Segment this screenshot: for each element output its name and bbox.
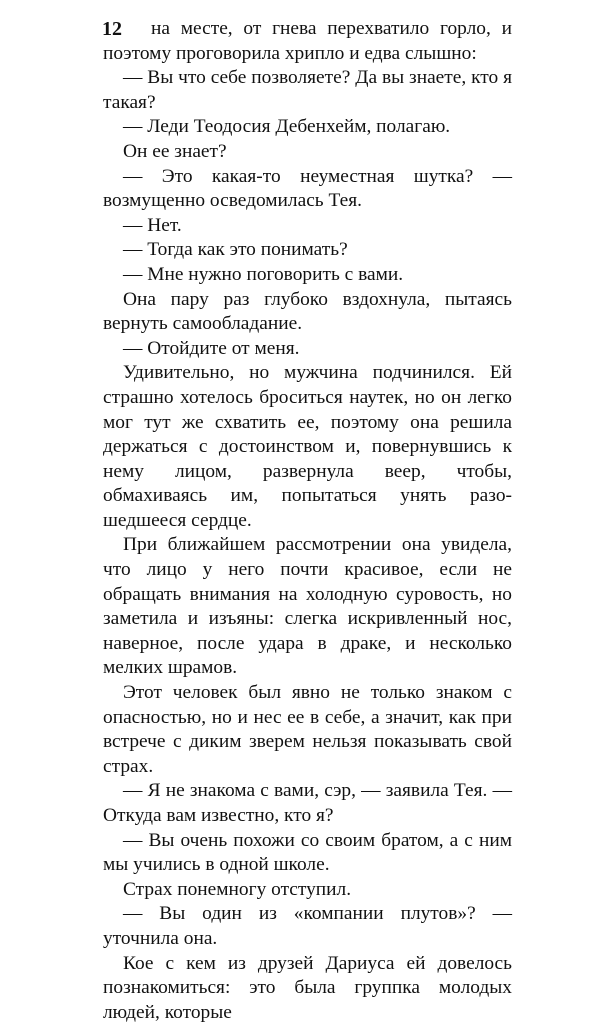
- paragraph: — Леди Теодосия Дебенхейм, полагаю.: [123, 116, 451, 138]
- paragraph: Удивительно, но мужчина подчинился. Ей страшно хотелось броситься наутек, но он легко мог тут же схватить ее, поэтому она решила держаться с достоинством и, повернувшись к нему лицом, развернула веер, чтобы, обмахиваясь им, попытаться унять разошедшееся сердце.: [103, 362, 512, 531]
- paragraph: — Вы один из «компании плутов»? — уточнила она.: [103, 903, 512, 949]
- paragraph: При ближайшем рассмотрении она увидела, что лицо у него почти красивое, если не обращать внимания на холодную суровость, но заметила и изъяны: слегка искривленный нос, наверное, после удара в драке, и несколько мелких шрамов.: [103, 534, 512, 679]
- body-text: [103, 17, 512, 1025]
- paragraph: Этот человек был явно не только знаком с опасностью, но и нес ее в себе, а значит, как при встрече с диким зверем нельзя показывать свой страх.: [103, 682, 512, 777]
- paragraph: — Вы что себе позволяете? Да вы знаете, кто я такая?: [103, 67, 512, 113]
- paragraph: — Мне нужно поговорить с вами.: [123, 263, 404, 285]
- paragraph: — Нет.: [123, 214, 182, 236]
- paragraph: — Я не знакома с вами, сэр, — заявила Тея. — Откуда вам известно, кто я?: [103, 780, 512, 826]
- paragraph: — Тогда как это понимать?: [123, 239, 348, 261]
- paragraph: Он ее знает?: [123, 140, 227, 162]
- paragraph: Она пару раз глубоко вздохнула, пытаясь вернуть самообладание.: [103, 288, 512, 335]
- paragraph: Страх понемногу отступил.: [123, 878, 352, 900]
- paragraph: — Это какая-то неуместная шутка? — возмущенно осведомилась Тея.: [103, 165, 512, 212]
- page-number: 12: [102, 18, 122, 40]
- paragraph: — Вы очень похожи со своим братом, а с ним мы учились в одной школе.: [103, 829, 512, 876]
- paragraph: на месте, от гнева перехватило горло, и поэтому проговорила хрипло и едва слышно:: [103, 18, 512, 64]
- paragraph: — Отойдите от меня.: [123, 337, 300, 359]
- paragraph: Кое с кем из друзей Дариуса ей довелось познакомиться: это была группка молодых людей, которые: [103, 952, 512, 1023]
